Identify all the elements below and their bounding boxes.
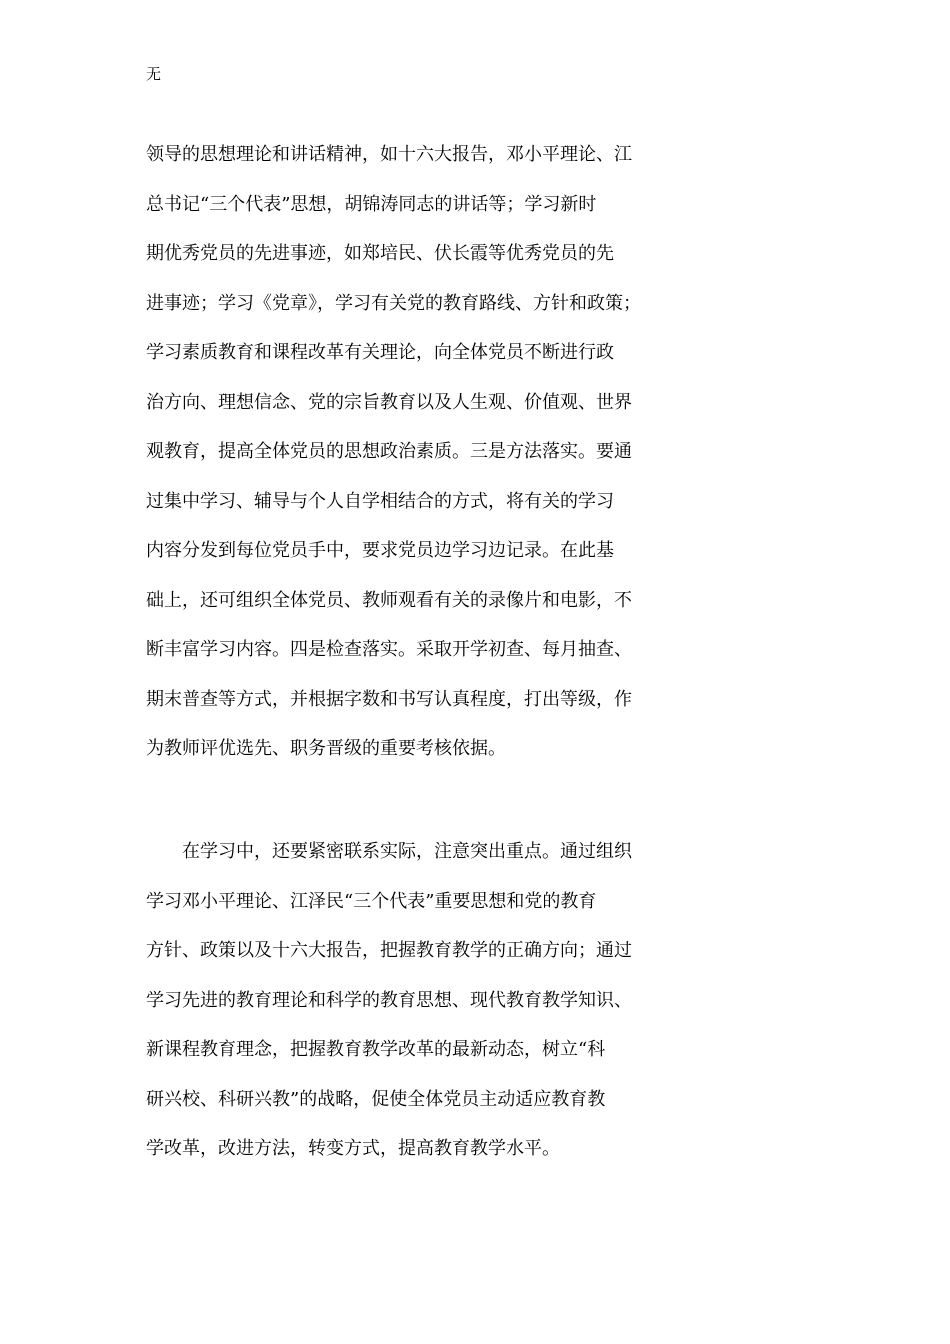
paragraph-line: 期优秀党员的先进事迹，如郑培民、伏长霞等优秀党员的先 [146,243,614,264]
paragraph-line: 总书记“三个代表”思想，胡锦涛同志的讲话等；学习新时 [146,193,597,215]
paragraph-line: 断丰富学习内容。四是检查落实。采取开学初查、每月抽查、 [146,639,632,660]
paragraph-line: 观教育，提高全体党员的思想政治素质。三是方法落实。要通 [146,441,632,462]
paragraph-line: 学改革，改进方法，转变方式，提高教育教学水平。 [146,1138,560,1159]
paragraph-1 [146,130,826,774]
paragraph-line: 在学习中，还要紧密联系实际，注意突出重点。通过组织 [146,841,632,862]
paragraph-2 [146,827,826,1174]
paragraph-line: 学习邓小平理论、江泽民“三个代表”重要思想和党的教育 [146,890,597,912]
paragraph-line: 础上，还可组织全体党员、教师观看有关的录像片和电影，不 [146,589,632,611]
paragraph-line: 领导的思想理论和讲话精神，如十六大报告，邓小平理论、江 [146,144,632,165]
paragraph-line: 方针、政策以及十六大报告，把握教育教学的正确方向；通过 [146,940,632,961]
paragraph-line: 学习素质教育和课程改革有关理论，向全体党员不断进行政 [146,342,614,363]
paragraph-line: 研兴校、科研兴教”的战略，促使全体党员主动适应教育教 [146,1088,606,1110]
paragraph-line: 进事迹；学习《党章》，学习有关党的教育路线、方针和政策； [146,292,641,314]
paragraph-line: 为教师评优选先、职务晋级的重要考核依据。 [146,738,506,759]
paragraph-line: 学习先进的教育理论和科学的教育思想、现代教育教学知识、 [146,989,632,1011]
page-header: 无 [146,65,162,83]
paragraph-line: 期末普查等方式，并根据字数和书写认真程度，打出等级，作 [146,688,632,710]
paragraph-line: 新课程教育理念，把握教育教学改革的最新动态，树立“科 [146,1039,606,1060]
paragraph-line: 治方向、理想信念、党的宗旨教育以及人生观、价值观、世界 [146,391,632,413]
paragraph-line: 内容分发到每位党员手中，要求党员边学习边记录。在此基 [146,540,614,561]
paragraph-line: 过集中学习、辅导与个人自学相结合的方式，将有关的学习 [146,490,614,512]
